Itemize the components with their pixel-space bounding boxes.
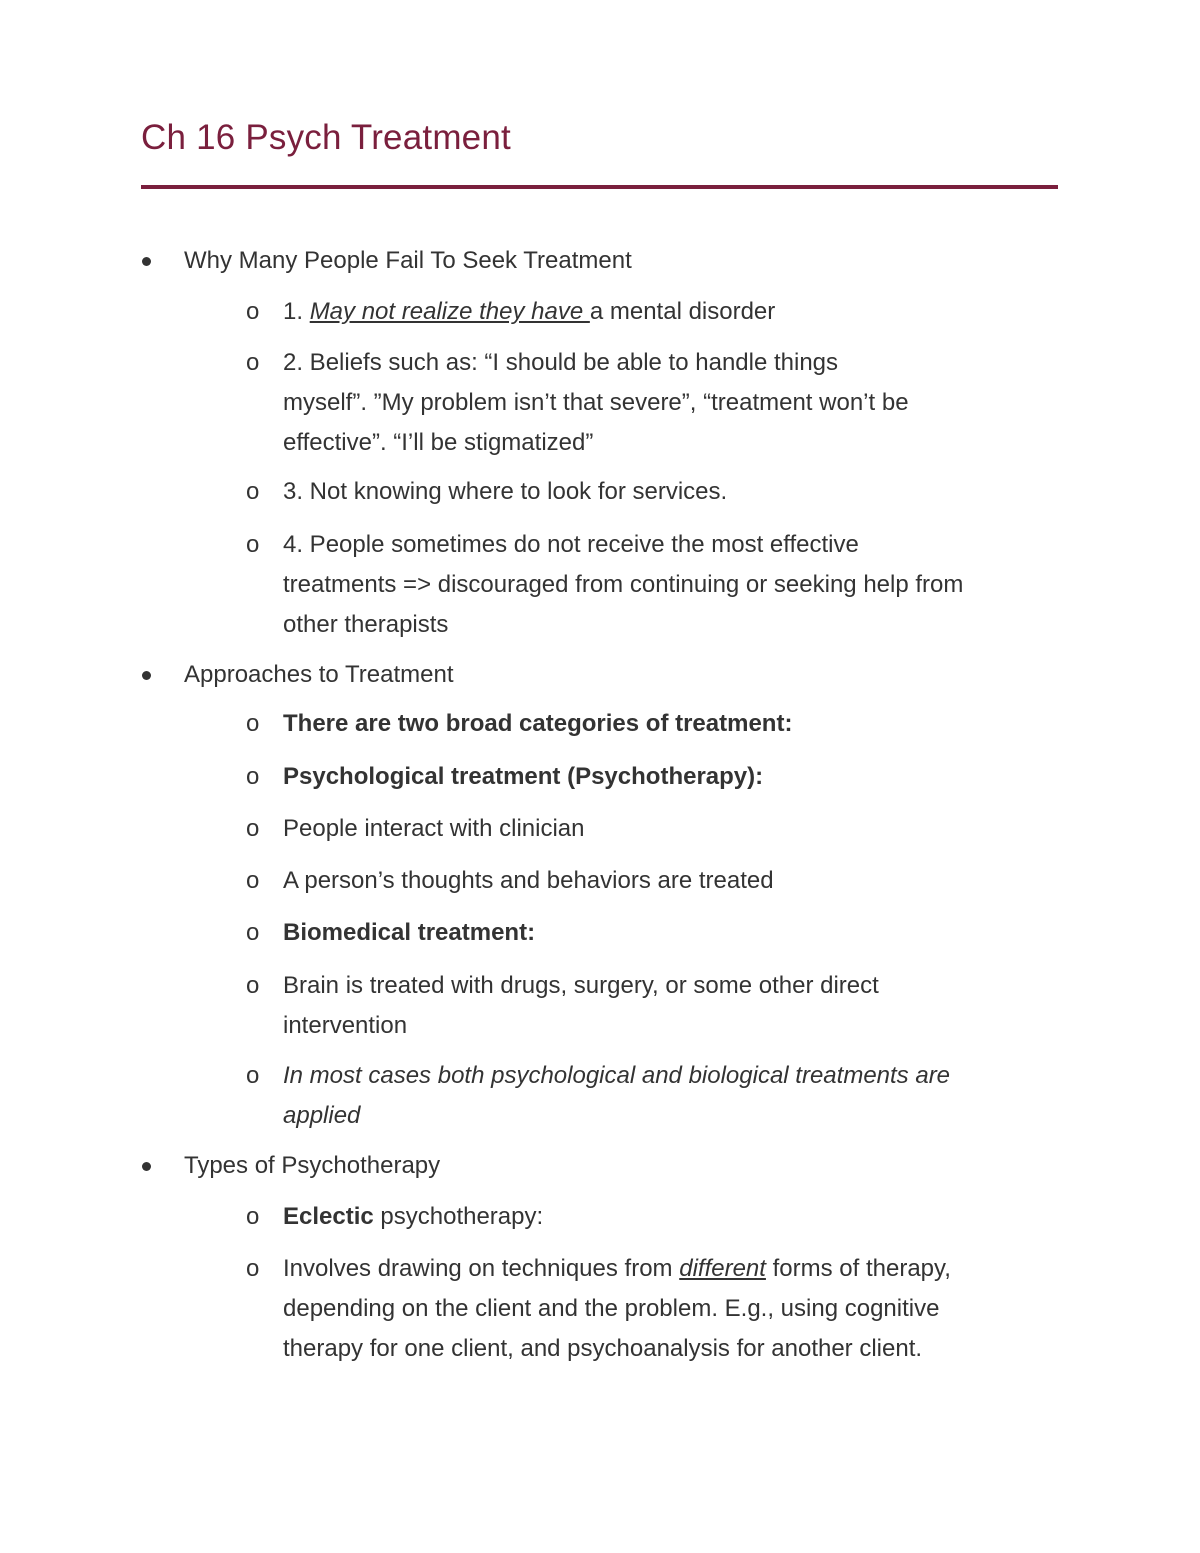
sub-marker: o: [246, 815, 260, 842]
sub-item: Biomedical treatment:: [283, 919, 536, 946]
item-line: myself”. ”My problem isn’t that severe”, “treatment won’t be: [283, 389, 909, 416]
sub-marker: o: [246, 1062, 260, 1089]
item-prefix: 1.: [283, 298, 310, 325]
sub-marker: o: [246, 919, 260, 946]
sub-item: [283, 1056, 1063, 1136]
sub-item: [283, 343, 1063, 463]
sub-item: 3. Not knowing where to look for services.: [283, 478, 728, 505]
sub-marker: o: [246, 298, 260, 325]
sub-item: People interact with clinician: [283, 815, 585, 842]
sub-marker: o: [246, 478, 260, 505]
sub-item: [283, 966, 1063, 1046]
item-line: effective”. “I’ll be stigmatized”: [283, 429, 594, 456]
sub-item: [283, 525, 1063, 645]
sub-item: [283, 292, 1063, 332]
bullet-dot: [142, 257, 151, 266]
item-line: In most cases both psychological and biological treatments are: [283, 1062, 951, 1089]
section-heading: Types of Psychotherapy: [184, 1152, 441, 1179]
item-line: depending on the client and the problem. E.g., using cognitive: [283, 1295, 940, 1322]
item-emphasis: May not realize they have: [309, 298, 590, 325]
item-pre: Involves drawing on techniques from: [283, 1255, 680, 1282]
sub-marker: o: [246, 531, 260, 558]
bullet-item: [0, 655, 1200, 695]
sub-marker: o: [246, 1203, 260, 1230]
item-bold-term: Eclectic: [283, 1203, 374, 1230]
item-line: 4. People sometimes do not receive the most effective: [283, 531, 859, 558]
sub-item: There are two broad categories of treatment:: [283, 710, 793, 737]
item-line: treatments => discouraged from continuing or seeking help from: [283, 571, 964, 598]
item-line: therapy for one client, and psychoanalysis for another client.: [283, 1335, 923, 1362]
bullet-dot: [142, 671, 151, 680]
item-line: other therapists: [283, 611, 449, 638]
item-rest: a mental disorder: [589, 298, 776, 325]
item-line: intervention: [283, 1012, 408, 1039]
sub-marker: o: [246, 867, 260, 894]
item-line: applied: [283, 1102, 361, 1129]
title-divider: [141, 185, 1058, 189]
item-line: Brain is treated with drugs, surgery, or some other direct: [283, 972, 879, 999]
sub-marker: o: [246, 710, 260, 737]
sub-item: [283, 1197, 1063, 1237]
page-title: Ch 16 Psych Treatment: [141, 118, 511, 157]
item-rest: psychotherapy:: [373, 1203, 544, 1230]
bullet-dot: [142, 1162, 151, 1171]
item-emphasis: different: [679, 1255, 766, 1282]
item-line: 2. Beliefs such as: “I should be able to handle things: [283, 349, 839, 376]
sub-marker: o: [246, 972, 260, 999]
item-line: [283, 1249, 1063, 1289]
sub-marker: o: [246, 349, 260, 376]
item-post: forms of therapy,: [765, 1255, 951, 1282]
section-heading: Approaches to Treatment: [184, 661, 454, 688]
sub-item: A person’s thoughts and behaviors are treated: [283, 867, 774, 894]
sub-item: [283, 1249, 1063, 1369]
section-heading: Why Many People Fail To Seek Treatment: [184, 247, 632, 274]
sub-marker: o: [246, 1255, 260, 1282]
sub-marker: o: [246, 763, 260, 790]
bullet-item: [0, 1146, 1200, 1186]
sub-item: Psychological treatment (Psychotherapy):: [283, 763, 764, 790]
bullet-item: [0, 241, 1200, 281]
